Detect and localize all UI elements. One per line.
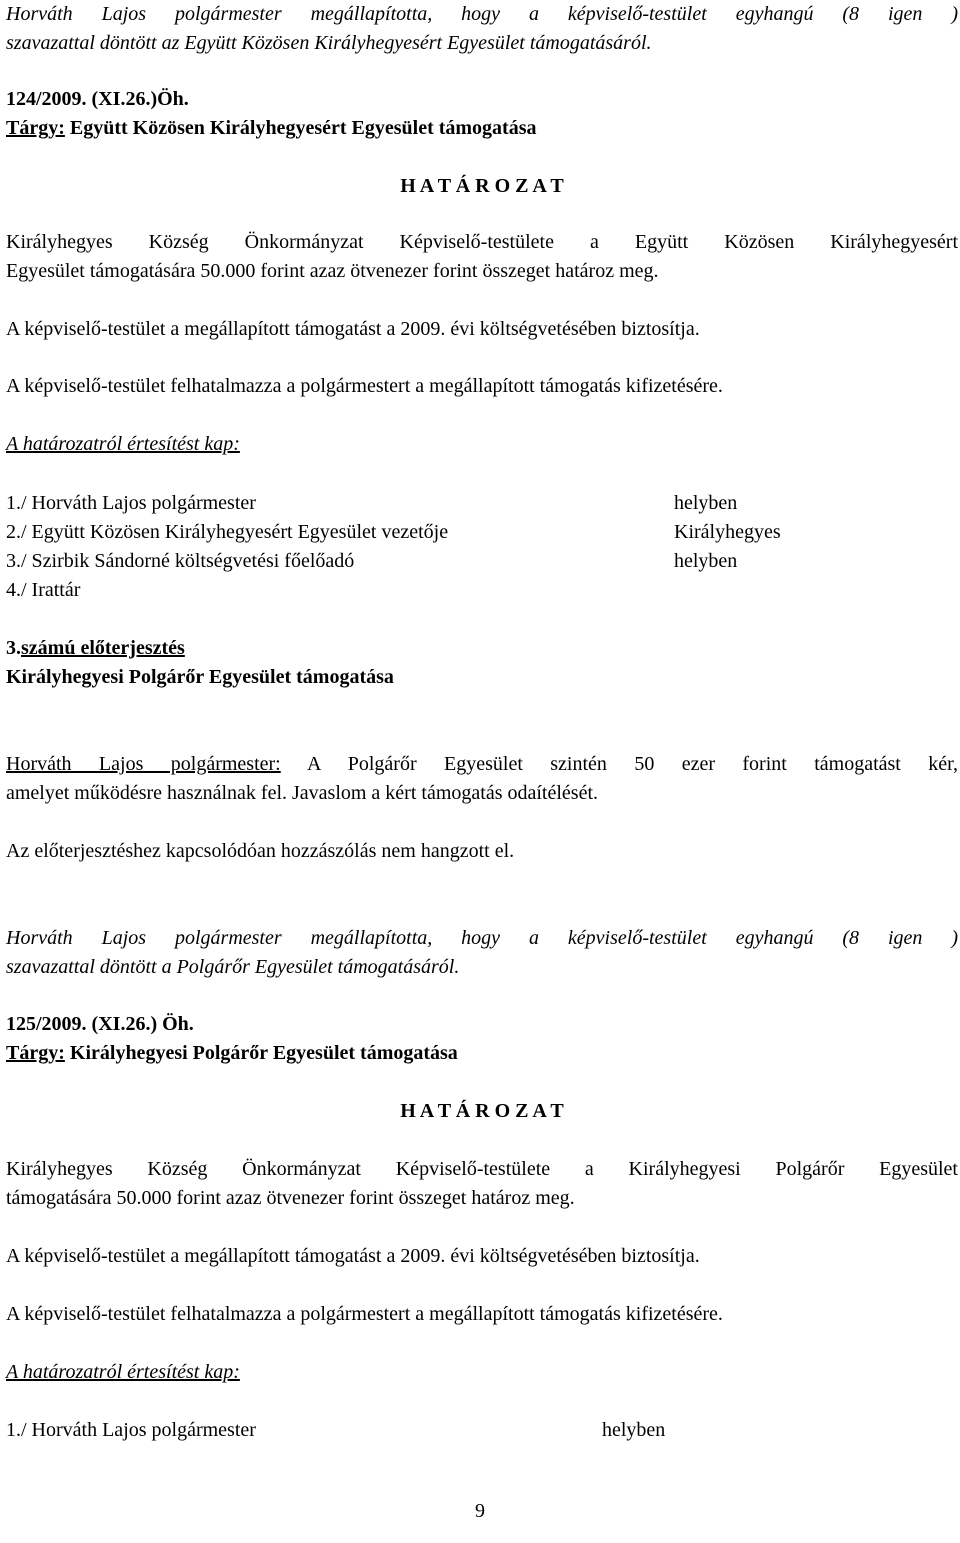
agenda-label: számú előterjesztés [21,637,185,659]
subject-label: Tárgy: [6,117,65,139]
resolution-budget: A képviselő-testület a megállapított támogatást a 2009. évi költségvetésében biztosítja. [6,318,700,340]
no-comments-note: Az előterjesztéshez kapcsolódóan hozzászólás nem hangzott el. [6,840,515,862]
closing-statement-line2: szavazattal döntött az Együtt Közösen Királyhegyesért Egyesület támogatásáról. [6,32,652,54]
resolution-subject [6,1039,958,1068]
subject-text: Együtt Közösen Királyhegyesért Egyesület támogatása [64,117,537,139]
resolution-number: 125/2009. (XI.26.) Öh. [6,1013,194,1035]
agenda-number: 3. [6,637,21,659]
recipient-name: 3./ Szirbik Sándorné költségvetési főelőadó [6,550,355,572]
resolution-body-line1: Királyhegyes Község Önkormányzat Képviselő-testülete a Együtt Közösen Királyhegyesért [6,231,958,253]
resolution-body-line1: Királyhegyes Község Önkormányzat Képviselő-testülete a Királyhegyesi Polgárőr Egyesület [6,1158,958,1180]
notify-heading: A határozatról értesítést kap: [6,1361,240,1383]
recipient-name: 1./ Horváth Lajos polgármester [6,492,256,514]
recipient-row [6,547,958,576]
resolution-authorization: A képviselő-testület felhatalmazza a polgármestert a megállapított támogatás kifizetésére. [6,375,723,397]
speech-text: A Polgárőr Egyesület szintén 50 ezer forint támogatást kér, [280,753,958,775]
recipient-place: Királyhegyes [674,521,781,543]
subject-label: Tárgy: [6,1042,65,1064]
closing-statement-line1: Horváth Lajos polgármester megállapította, hogy a képviselő-testület egyhangú (8 igen ) [6,927,958,949]
speech-line2: amelyet működésre használnak fel. Javaslom a kért támogatás odaítélését. [6,782,599,804]
recipient-name: 4./ Irattár [6,579,81,601]
closing-statement-line1: Horváth Lajos polgármester megállapította, hogy a képviselő-testület egyhangú (8 igen ) [6,3,958,25]
recipient-row [6,1416,958,1445]
recipient-place: helyben [674,492,738,514]
agenda-item-heading [6,634,958,663]
resolution-body-line2: Egyesület támogatására 50.000 forint azaz ötvenezer forint összeget határoz meg. [6,260,659,282]
recipient-row [6,576,958,605]
subject-text: Királyhegyesi Polgárőr Egyesület támogatása [64,1042,458,1064]
resolution-subject [6,114,958,143]
hatarozat-heading: H A T Á R O Z A T [400,1100,564,1122]
recipient-name: 1./ Horváth Lajos polgármester [6,1419,256,1441]
recipient-name: 2./ Együtt Közösen Királyhegyesért Egyesület vezetője [6,521,449,543]
hatarozat-heading: H A T Á R O Z A T [400,175,564,197]
agenda-title: Királyhegyesi Polgárőr Egyesület támogatása [6,666,394,688]
recipient-place: helyben [602,1419,666,1441]
speaker-name: Horváth Lajos polgármester: [6,753,281,775]
resolution-number: 124/2009. (XI.26.)Öh. [6,88,189,110]
resolution-body-line2: támogatására 50.000 forint azaz ötvenezer forint összeget határoz meg. [6,1187,575,1209]
recipient-place: helyben [674,550,738,572]
resolution-budget: A képviselő-testület a megállapított támogatást a 2009. évi költségvetésében biztosítja. [6,1245,700,1267]
notify-heading: A határozatról értesítést kap: [6,433,240,455]
recipient-row [6,518,958,547]
speech-line1 [6,750,958,779]
recipient-row [6,489,958,518]
page-number: 9 [475,1500,485,1522]
resolution-authorization: A képviselő-testület felhatalmazza a polgármestert a megállapított támogatás kifizetésére. [6,1303,723,1325]
closing-statement-line2: szavazattal döntött a Polgárőr Egyesület támogatásáról. [6,956,460,978]
